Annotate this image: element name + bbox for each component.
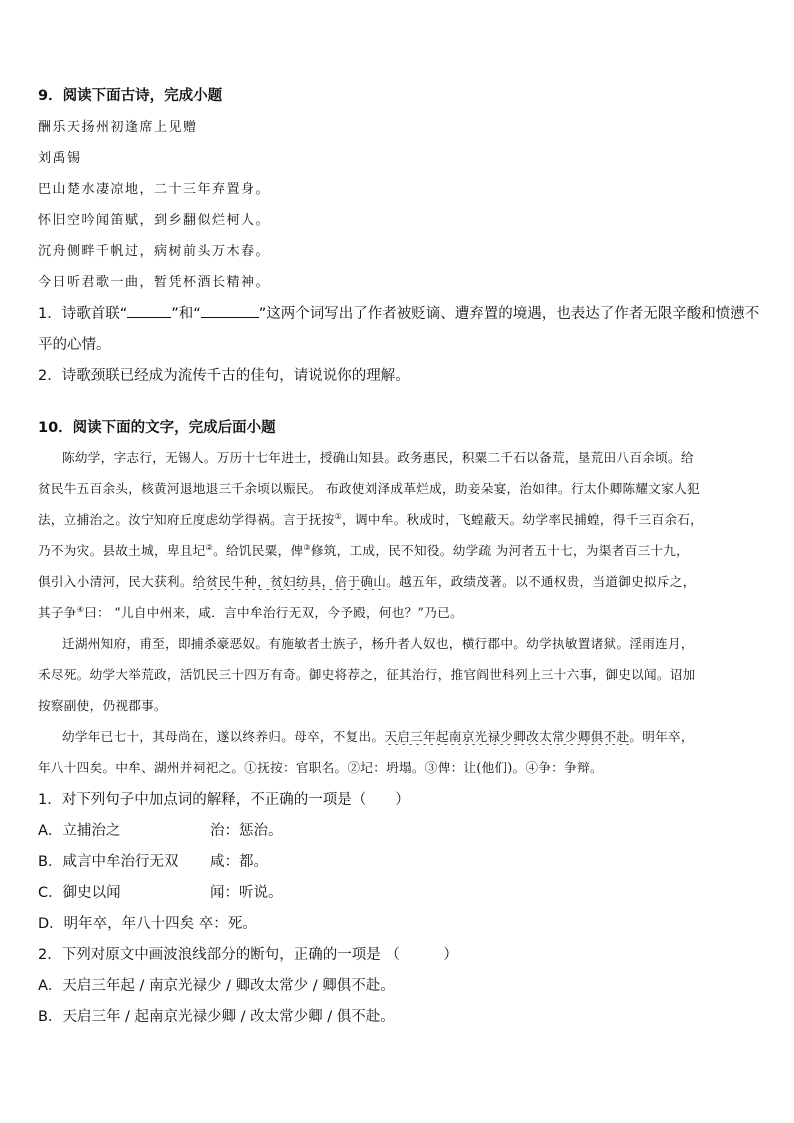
- q10-sub2-stem: 2．下列对原文中画波浪线部分的断句，正确的一项是 （ ）: [38, 947, 458, 963]
- passage-line: [62, 726, 764, 745]
- passage-line: [38, 509, 764, 528]
- passage-text: 曰： “儿自中州来，咸．言中牟治行无双，今予殿，何也？”乃已。: [84, 605, 463, 620]
- choice-option-b[interactable]: B．天启三年 / 起南京光禄少卿 / 改太常少卿 / 俱不赴。: [38, 1009, 395, 1025]
- q9-sub1-text: 1．诗歌首联“: [38, 306, 128, 322]
- footnote-mark: ④: [76, 604, 85, 614]
- footnote-mark: ②: [205, 542, 214, 552]
- passage-text: 幼学年已七十，其母尚在，遂以终养归。母卒，不复出。: [62, 729, 385, 744]
- poem-title: 酬乐天扬州初逢席上见赠: [38, 120, 198, 135]
- passage-text: 乃不为灾。县故土城，卑且圮: [38, 543, 206, 558]
- passage-line: 贫民牛五百余头，核黄河退地退三千余顷以赈民。 布政使刘泽成革烂成，助妾朵宴，治如律。行太仆卿陈耀文家人犯: [38, 481, 700, 496]
- passage-line: 年八十四矣。中牟、湖州并祠祀之。①抚按：官职名。②圮：坍塌。③俾：让(他们)。④争：争辩。: [38, 760, 603, 775]
- poem-line: 沉舟侧畔千帆过，病树前头万木春。: [38, 244, 271, 259]
- passage-text: 。给饥民粟，俾: [213, 543, 304, 558]
- q9-sub1-line1: [38, 302, 764, 323]
- q9-sub1-text: ”和“: [171, 306, 201, 322]
- choice-option-a[interactable]: [38, 819, 764, 840]
- choice-option-b[interactable]: [38, 850, 764, 871]
- option-gloss: 闻：听说。: [210, 885, 283, 901]
- poem-author: 刘禹锡: [38, 151, 82, 166]
- choice-option-d[interactable]: [38, 912, 764, 933]
- passage-line: [38, 571, 764, 590]
- option-text: C．御史以闻: [38, 885, 121, 901]
- footnote-mark: ③: [303, 542, 311, 552]
- passage-text: 其子争: [38, 605, 77, 620]
- option-text: A．立捕治之: [38, 823, 121, 839]
- passage-line: 按察副使，仍视郡事。: [38, 698, 167, 713]
- choice-option-c[interactable]: [38, 881, 764, 902]
- answer-blank[interactable]: [201, 305, 259, 318]
- passage-text: 俱引入小清河，民大获利。: [38, 574, 193, 589]
- choice-option-a[interactable]: A．天启三年起 / 南京光禄少 / 卿改太常少 / 卿俱不赴。: [38, 978, 395, 994]
- answer-blank[interactable]: [127, 305, 171, 318]
- q9-heading: 9．阅读下面古诗，完成小题: [38, 88, 223, 104]
- q9-sub1-line2: 平的心情。: [38, 337, 111, 353]
- passage-line: [38, 602, 764, 621]
- wavy-underlined-text: 天启三年起南京光禄少卿改太常少卿俱不赴: [384, 729, 630, 744]
- option-gloss: 咸：都。: [210, 854, 268, 870]
- q9-sub2: 2．诗歌颈联已经成为流传千古的佳句，请说说你的理解。: [38, 368, 410, 384]
- q9-sub1-text: ”这两个词写出了作者被贬谪、遭弃置的境遇，也表达了作者无限辛酸和愤懑不: [258, 306, 760, 322]
- passage-text: 。明年卒，: [629, 729, 694, 744]
- wavy-underlined-text: 给贫民牛种，贫妇纺具，倍于确山: [192, 574, 387, 589]
- passage-text: 法，立捕治之。汝宁知府丘度虑幼学得祸。言于抚按: [38, 512, 335, 527]
- option-text: B．咸言中牟治行无双: [38, 854, 179, 870]
- option-text: D．明年卒，年八十四矣 卒：死。: [38, 916, 257, 932]
- poem-line: 今日听君歌一曲，暂凭杯酒长精神。: [38, 275, 271, 290]
- passage-line: 陈幼学，字志行，无锡人。万历十七年进士，授确山知县。政务惠民，积粟二千石以备荒，垦荒田八百余顷。给: [62, 450, 694, 465]
- passage-text: ，调中牟。秋成时，飞蝗蔽天。幼学率民捕蝗，得千三百余石，: [342, 512, 704, 527]
- passage-text: 修筑，工成，民不知役。幼学疏 为河者五十七，为渠者百三十九，: [310, 543, 690, 558]
- passage-line: [38, 540, 764, 559]
- passage-line: 禾尽死。幼学大举荒政，活饥民三十四万有奇。御史将荐之，征其治行，推官阎世科列上三十六事，御史以闻。诏加: [38, 667, 696, 682]
- option-gloss: 治：惩治。: [210, 823, 283, 839]
- passage-line: 迁湖州知府，甫至，即捕杀豪恶奴。有施敏者士族子，杨升者人奴也，横行郡中。幼学执敏置诸狱。淫雨连月，: [62, 636, 694, 651]
- poem-line: 怀旧空吟闻笛赋，到乡翻似烂柯人。: [38, 213, 271, 228]
- passage-text: 。越五年，政绩茂著。以不通权贵，当道御史拟斥之，: [386, 574, 696, 589]
- q10-sub1-stem: 1．对下列句子中加点词的解释，不正确的一项是（ ）: [38, 792, 410, 808]
- poem-line: 巴山楚水凄凉地，二十三年弃置身。: [38, 182, 271, 197]
- q10-heading: 10．阅读下面的文字，完成后面小题: [38, 420, 276, 436]
- footnote-mark: ①: [334, 511, 343, 521]
